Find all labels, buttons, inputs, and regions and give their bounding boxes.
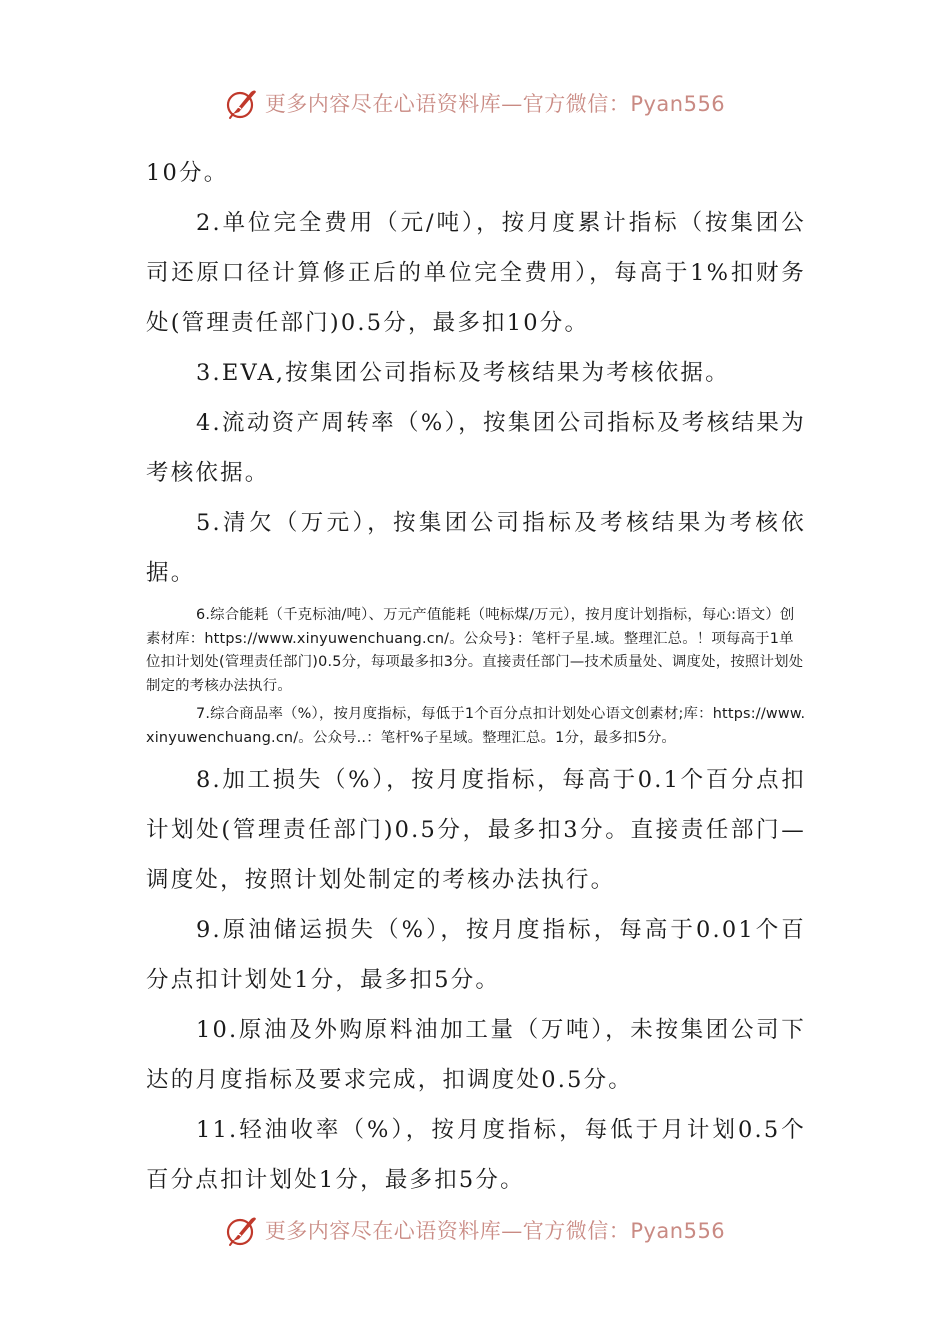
paragraph-6: 6.综合能耗（千克标油/吨）、万元产值能耗（吨标煤/万元），按月度计划指标，每心:语文）创素材库：https://www.xinyuwenchuang.cn/。公众号}：笔杆子星.域。整理汇总。！项每高于1单位扣计划处(管理责任部门)0.5分，每项最多扣3分。直接责任部门—技术质量处、调度处，按照计划处制定的考核办法执行。 (146, 607, 804, 694)
paragraph-8: 8.加工损失（%），按月度指标，每高于0.1个百分点扣计划处(管理责任部门)0.5分，最多扣3分。直接责任部门—调度处，按照计划处制定的考核办法执行。 (146, 767, 806, 893)
header-banner (0, 83, 950, 123)
quill-logo-icon (225, 86, 259, 120)
paragraph-11: 11.轻油收率（%），按月度指标，每低于月计划0.5个百分点扣计划处1分，最多扣5分。 (146, 1117, 806, 1193)
header-banner-text: 更多内容尽在心语资料库—官方微信：Pyan556 (264, 92, 726, 116)
paragraph-5: 5.清欠（万元），按集团公司指标及考核结果为考核依据。 (146, 510, 806, 586)
footer-banner (0, 1210, 950, 1250)
paragraph-3: 3.EVA,按集团公司指标及考核结果为考核依据。 (196, 360, 730, 386)
paragraph-10: 10.原油及外购原料油加工量（万吨），未按集团公司下达的月度指标及要求完成，扣调度处0.5分。 (146, 1017, 806, 1093)
paragraph-1-tail: 10分。 (146, 160, 229, 186)
document-body (146, 148, 806, 1205)
paragraph-9: 9.原油储运损失（%），按月度指标，每高于0.01个百分点扣计划处1分，最多扣5分。 (146, 917, 806, 993)
paragraph-4: 4.流动资产周转率（%），按集团公司指标及考核结果为考核依据。 (146, 410, 806, 486)
quill-logo-icon (225, 1213, 259, 1247)
paragraph-2: 2.单位完全费用（元/吨），按月度累计指标（按集团公司还原口径计算修正后的单位完全费用），每高于1%扣财务处(管理责任部门)0.5分，最多扣10分。 (146, 210, 806, 336)
paragraph-7: 7.综合商品率（%），按月度指标，每低于1个百分点扣计划处心语文创素材;库：https://www.xinyuwenchuang.cn/。公众号..：笔杆%子星域。整理汇总。1分，最多扣5分。 (146, 706, 806, 746)
footer-banner-text: 更多内容尽在心语资料库—官方微信：Pyan556 (264, 1219, 726, 1243)
